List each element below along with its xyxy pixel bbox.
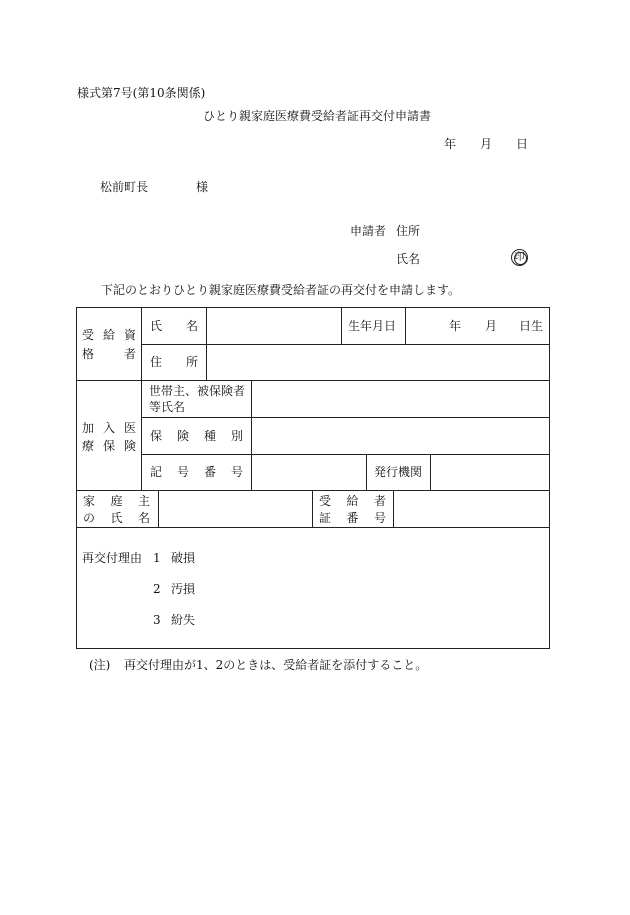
applicant-label: 申請者 [350, 224, 387, 238]
seal-mark: 印 [511, 249, 528, 266]
certificate-number-label: 受 給 者 証 番 号 [319, 494, 386, 526]
household-head-insured-label: 世帯主、被保険者 等氏名 [149, 383, 246, 414]
form-title: ひとり親家庭医療費受給者証再交付申請書 [203, 109, 432, 123]
insurance-type-label: 保 険 種 別 [150, 428, 243, 443]
symbol-number-label: 記 号 番 号 [150, 465, 243, 480]
eligibility-label: 受 給 資 格 者 [82, 328, 136, 362]
reason-label: 再交付理由 [82, 551, 143, 565]
date-day-label: 日 [516, 137, 529, 151]
issuer-field[interactable] [431, 455, 549, 490]
address-label: 住 所 [150, 355, 198, 370]
household-head-label: 家 庭 主 の 氏 名 [83, 494, 150, 526]
intro-text: 下記のとおりひとり親家庭医療費受給者証の再交付を申請します。 [101, 283, 461, 297]
address-field[interactable] [207, 345, 549, 380]
birth-day-label: 日生 [519, 319, 544, 333]
insurance-type-field[interactable] [252, 418, 549, 454]
reason-text: 汚損 [171, 582, 196, 596]
reason-number: 2 [153, 582, 161, 596]
reason-text: 破損 [171, 551, 196, 565]
date-month-label: 月 [480, 137, 493, 151]
symbol-number-field[interactable] [252, 455, 366, 490]
reason-text: 紛失 [171, 613, 196, 627]
applicant-name-label: 氏名 [396, 252, 421, 266]
reason-number: 1 [153, 551, 161, 565]
reason-number: 3 [153, 613, 161, 627]
issuer-label: 発行機関 [374, 465, 423, 480]
certificate-number-field[interactable] [394, 491, 549, 527]
name-field[interactable] [207, 308, 341, 344]
birthdate-field[interactable] [406, 308, 549, 344]
date-year-label: 年 [444, 137, 457, 151]
addressee-name: 松前町長 [100, 180, 149, 194]
applicant-address-label: 住所 [396, 224, 421, 238]
insurance-label: 加 入 医 療 保 険 [82, 421, 136, 454]
birth-year-label: 年 [449, 319, 462, 333]
household-head-insured-field[interactable] [252, 381, 549, 417]
addressee-honorific: 様 [196, 180, 209, 194]
name-label: 氏 名 [150, 318, 198, 333]
household-head-field[interactable] [159, 491, 312, 527]
birthdate-label: 生年月日 [348, 318, 397, 333]
note-text: 再交付理由が1、2のときは、受給者証を添付すること。 [124, 658, 428, 672]
birth-month-label: 月 [485, 319, 498, 333]
form-number: 様式第7号(第10条関係) [77, 86, 206, 100]
note-label: (注) [89, 658, 111, 672]
